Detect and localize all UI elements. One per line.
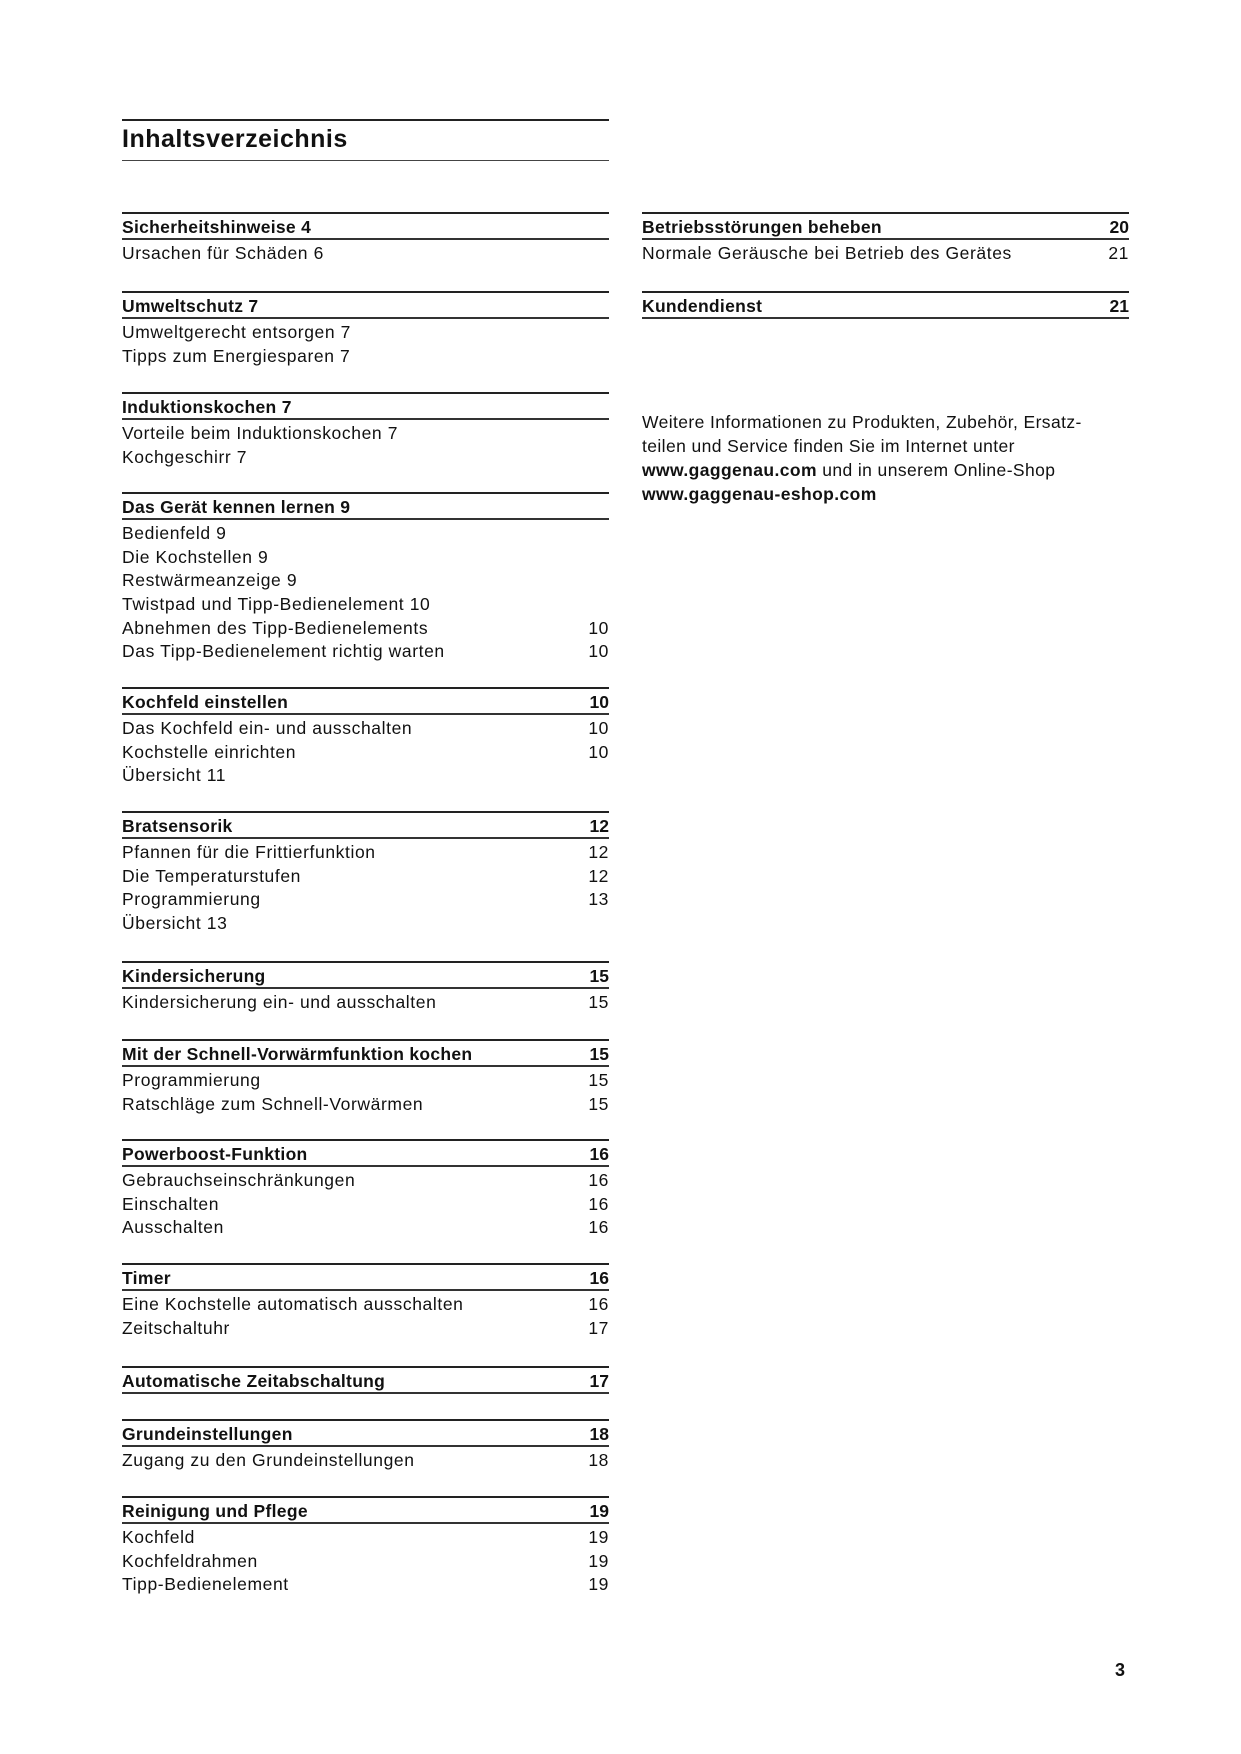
toc-entry-page: 19 [588, 1574, 609, 1595]
section-heading[interactable] [122, 392, 609, 420]
left-section [122, 1263, 609, 1340]
toc-entry-page: 10 [588, 617, 609, 638]
toc-entry-text: Kochfeld [122, 1527, 195, 1547]
toc-entry-page: 10 [588, 641, 609, 662]
section-heading[interactable] [122, 1496, 609, 1524]
toc-entry[interactable] [122, 345, 609, 369]
website-link[interactable]: www.gaggenau.com [642, 460, 817, 480]
toc-entry[interactable] [122, 912, 609, 936]
section-heading[interactable] [122, 811, 609, 839]
left-section [122, 811, 609, 936]
section-heading[interactable] [642, 291, 1129, 319]
toc-entry[interactable] [122, 717, 609, 741]
toc-entry[interactable] [122, 522, 609, 546]
section-title: Umweltschutz 7 [122, 296, 259, 316]
toc-entry-text: Die Temperaturstufen [122, 865, 301, 886]
toc-entry[interactable] [122, 569, 609, 593]
toc-entry-text: Einschalten [122, 1193, 220, 1214]
toc-entry-page: 12 [588, 865, 609, 886]
toc-entry-text: Ratschläge zum Schnell-Vorwärmen [122, 1093, 424, 1114]
section-page-number: 19 [589, 1501, 609, 1521]
toc-entry-page: 16 [588, 1193, 609, 1214]
toc-entry[interactable] [122, 865, 609, 889]
section-heading[interactable] [122, 1366, 609, 1394]
left-section [122, 492, 609, 664]
toc-entry[interactable] [122, 1093, 609, 1117]
toc-entry-text: Umweltgerecht entsorgen 7 [122, 322, 351, 342]
section-title: Induktionskochen 7 [122, 397, 292, 417]
section-heading[interactable] [122, 1263, 609, 1291]
toc-entry-text: Ausschalten [122, 1217, 224, 1238]
toc-entry-text: Vorteile beim Induktionskochen 7 [122, 423, 399, 443]
section-page-number: 10 [589, 692, 609, 712]
toc-entry[interactable] [122, 741, 609, 765]
toc-entry-text: Gebrauchseinschränkungen [122, 1170, 356, 1190]
toc-entry[interactable] [122, 841, 609, 865]
toc-entry-text: Twistpad und Tipp-Bedienelement 10 [122, 594, 431, 615]
section-title: Mit der Schnell-Vorwärmfunktion kochen [122, 1044, 473, 1064]
section-heading[interactable] [122, 212, 609, 240]
section-page-number: 16 [589, 1268, 609, 1288]
toc-entry[interactable] [122, 1069, 609, 1093]
right-section [642, 291, 1129, 321]
section-page-number: 12 [589, 816, 609, 836]
toc-entry[interactable] [122, 1550, 609, 1574]
toc-entry-page: 16 [588, 1170, 609, 1190]
toc-entry[interactable] [122, 1216, 609, 1240]
toc-entry[interactable] [122, 1526, 609, 1550]
toc-entry-page: 13 [588, 889, 609, 910]
section-heading[interactable] [122, 1139, 609, 1167]
section-heading[interactable] [122, 961, 609, 989]
left-section [122, 961, 609, 1015]
section-heading[interactable] [122, 291, 609, 319]
info-paragraph [642, 410, 1129, 506]
left-section [122, 212, 609, 266]
toc-entry[interactable] [122, 321, 609, 345]
section-title: Kochfeld einstellen [122, 692, 289, 712]
section-heading[interactable] [122, 1419, 609, 1447]
toc-entry[interactable] [122, 1449, 609, 1473]
toc-entry-page: 15 [588, 1070, 609, 1090]
toc-entry-page: 16 [588, 1294, 609, 1314]
toc-entry[interactable] [122, 617, 609, 641]
toc-entry-text: Pfannen für die Frittierfunktion [122, 842, 376, 862]
toc-entry-text: Bedienfeld 9 [122, 523, 227, 543]
left-section [122, 1039, 609, 1116]
eshop-link[interactable]: www.gaggenau-eshop.com [642, 484, 877, 504]
toc-entry[interactable] [122, 640, 609, 664]
toc-entry[interactable] [122, 546, 609, 570]
toc-entry-page: 21 [1108, 243, 1129, 263]
section-heading[interactable] [642, 212, 1129, 240]
toc-entry[interactable] [122, 1169, 609, 1193]
toc-entry-text: Tipps zum Energiesparen 7 [122, 345, 351, 366]
toc-entry-text: Übersicht 13 [122, 913, 228, 934]
section-page-number: 20 [1109, 217, 1129, 237]
left-section [122, 1139, 609, 1240]
toc-entry-text: Programmierung [122, 1070, 261, 1090]
toc-entry[interactable] [122, 1573, 609, 1597]
section-title: Grundeinstellungen [122, 1424, 293, 1444]
left-section [122, 1366, 609, 1396]
toc-entry-text: Normale Geräusche bei Betrieb des Gerätes [642, 243, 1012, 263]
toc-entry-text: Kochstelle einrichten [122, 741, 297, 762]
toc-entry[interactable] [122, 991, 609, 1015]
left-section [122, 1419, 609, 1473]
toc-entry[interactable] [122, 422, 609, 446]
toc-entry-text: Tipp-Bedienelement [122, 1574, 289, 1595]
right-section [642, 212, 1129, 266]
toc-entry-page: 10 [588, 718, 609, 738]
section-page-number: 21 [1109, 296, 1129, 316]
toc-entry-text: Das Tipp-Bedienelement richtig warten [122, 641, 445, 662]
page-title-block [122, 119, 609, 161]
toc-entry[interactable] [122, 1193, 609, 1217]
section-heading[interactable] [122, 492, 609, 520]
section-title: Kindersicherung [122, 966, 266, 986]
toc-entry[interactable] [122, 242, 609, 266]
toc-entry[interactable] [642, 242, 1129, 266]
section-title: Betriebsstörungen beheben [642, 217, 882, 237]
toc-entry-page: 15 [588, 992, 609, 1012]
left-section [122, 687, 609, 788]
info-line-1: Weitere Informationen zu Produkten, Zubehör, Ersatz- [642, 412, 1082, 432]
toc-entry-page: 16 [588, 1217, 609, 1238]
toc-entry-text: Restwärmeanzeige 9 [122, 570, 298, 591]
toc-entry-page: 15 [588, 1093, 609, 1114]
section-page-number: 17 [589, 1371, 609, 1391]
section-title: Reinigung und Pflege [122, 1501, 308, 1521]
info-line-3: und in unserem Online-Shop [816, 460, 1056, 480]
page-number: 3 [1115, 1660, 1126, 1680]
page-title: Inhaltsverzeichnis [122, 125, 348, 153]
toc-entry-page: 19 [588, 1527, 609, 1547]
toc-entry[interactable] [122, 888, 609, 912]
left-section [122, 291, 609, 368]
section-heading[interactable] [122, 687, 609, 715]
section-heading[interactable] [122, 1039, 609, 1067]
toc-entry-page: 19 [588, 1550, 609, 1571]
section-page-number: 18 [589, 1424, 609, 1444]
toc-entry-text: Übersicht 11 [122, 765, 227, 786]
toc-entry-text: Kochfeldrahmen [122, 1550, 258, 1571]
section-page-number: 15 [589, 1044, 609, 1064]
toc-entry-page: 17 [588, 1317, 609, 1338]
toc-entry[interactable] [122, 1293, 609, 1317]
toc-entry-text: Zeitschaltuhr [122, 1317, 230, 1338]
toc-entry-text: Ursachen für Schäden 6 [122, 243, 324, 263]
toc-entry[interactable] [122, 446, 609, 470]
section-title: Kundendienst [642, 296, 763, 316]
section-title: Automatische Zeitabschaltung [122, 1371, 386, 1391]
toc-entry-text: Kochgeschirr 7 [122, 446, 248, 467]
left-section [122, 1496, 609, 1597]
toc-entry-text: Eine Kochstelle automatisch ausschalten [122, 1294, 464, 1314]
toc-entry-page: 18 [588, 1450, 609, 1470]
toc-entry[interactable] [122, 764, 609, 788]
toc-entry-page: 12 [588, 842, 609, 862]
section-title: Powerboost-Funktion [122, 1144, 308, 1164]
section-title: Das Gerät kennen lernen 9 [122, 497, 351, 517]
toc-entry-text: Abnehmen des Tipp-Bedienelements [122, 617, 429, 638]
toc-entry-text: Kindersicherung ein- und ausschalten [122, 992, 437, 1012]
toc-entry[interactable] [122, 1317, 609, 1341]
section-title: Timer [122, 1268, 171, 1288]
toc-entry-text: Programmierung [122, 889, 261, 910]
section-title: Sicherheitshinweise 4 [122, 217, 312, 237]
section-title: Bratsensorik [122, 816, 233, 836]
toc-entry-text: Zugang zu den Grundeinstellungen [122, 1450, 415, 1470]
section-page-number: 16 [589, 1144, 609, 1164]
left-section [122, 392, 609, 469]
toc-entry-text: Die Kochstellen 9 [122, 546, 269, 567]
info-line-2: teilen und Service finden Sie im Internet unter [642, 436, 1015, 456]
toc-entry-page: 10 [588, 741, 609, 762]
toc-entry-text: Das Kochfeld ein- und ausschalten [122, 718, 413, 738]
section-page-number: 15 [589, 966, 609, 986]
toc-entry[interactable] [122, 593, 609, 617]
